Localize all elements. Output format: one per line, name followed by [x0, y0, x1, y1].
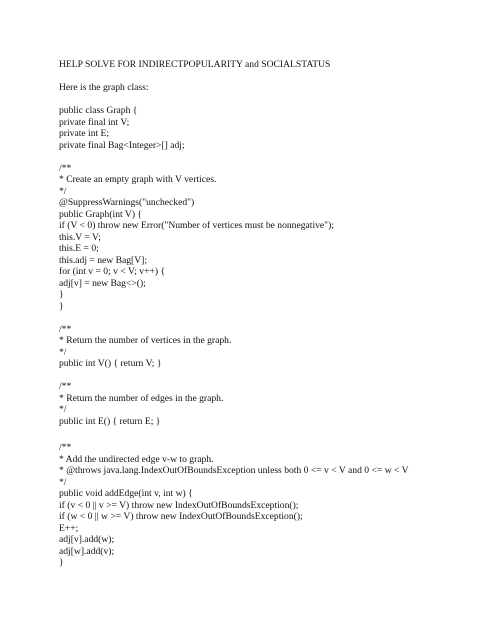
code-line: * Return the number of edges in the graph. [59, 392, 224, 404]
code-line: * Return the number of vertices in the graph. [59, 335, 232, 346]
code-line: public int E() { return E; } [59, 415, 161, 427]
code-line: /** [59, 442, 72, 453]
method-addedge-block [59, 442, 479, 569]
code-line: public void addEdge(int v, int w) { [59, 488, 193, 499]
intro-text: Here is the graph class: [59, 82, 149, 93]
code-line: /** [59, 323, 72, 335]
code-line: * Add the undirected edge v-w to graph. [59, 453, 214, 465]
code-line: */ [59, 346, 67, 358]
method-v-block [59, 324, 479, 370]
code-line: } [59, 289, 64, 300]
code-line: private final int V; [59, 116, 130, 128]
code-line: * Create an empty graph with V vertices. [59, 174, 217, 185]
code-line: public class Graph { [59, 105, 138, 116]
code-line: /** [59, 381, 72, 392]
document-title: HELP SOLVE FOR INDIRECTPOPULARITY and SOCIALSTATUS [59, 59, 331, 70]
code-line: adj[v].add(w); [59, 534, 115, 545]
code-line: */ [59, 404, 67, 415]
code-line: if (w < 0 || w >= V) throw new IndexOutOfBoundsException(); [59, 511, 303, 522]
method-e-block [59, 381, 479, 427]
code-line: for (int v = 0; v < V; v++) { [59, 266, 166, 277]
code-line: /** [59, 162, 72, 174]
code-line: public int V() { return V; } [59, 358, 162, 369]
class-header-block [59, 105, 479, 151]
code-line: if (V < 0) throw new Error("Number of vertices must be nonnegative"); [59, 220, 334, 231]
code-line: this.E = 0; [59, 243, 99, 254]
code-line: private final Bag<Integer>[] adj; [59, 139, 185, 151]
code-line: adj[v] = new Bag<>(); [59, 277, 146, 289]
code-line: * @throws java.lang.IndexOutOfBoundsException unless both 0 <= v < V and 0 <= w < V [59, 465, 409, 476]
code-line: */ [59, 476, 67, 488]
code-line: E++; [59, 522, 79, 534]
code-line: private int E; [59, 128, 110, 139]
code-line: this.V = V; [59, 231, 101, 243]
code-line: @SuppressWarnings("unchecked") [59, 197, 195, 208]
code-line: if (v < 0 || v >= V) throw new IndexOutOfBoundsException(); [59, 499, 299, 511]
code-line: } [59, 557, 64, 568]
constructor-block [59, 163, 479, 313]
document-body [59, 59, 479, 569]
code-line: } [59, 300, 64, 312]
code-line: adj[w].add(v); [59, 545, 115, 557]
code-line: */ [59, 185, 67, 197]
code-line: this.adj = new Bag[V]; [59, 254, 148, 266]
code-line: public Graph(int V) { [59, 208, 143, 220]
